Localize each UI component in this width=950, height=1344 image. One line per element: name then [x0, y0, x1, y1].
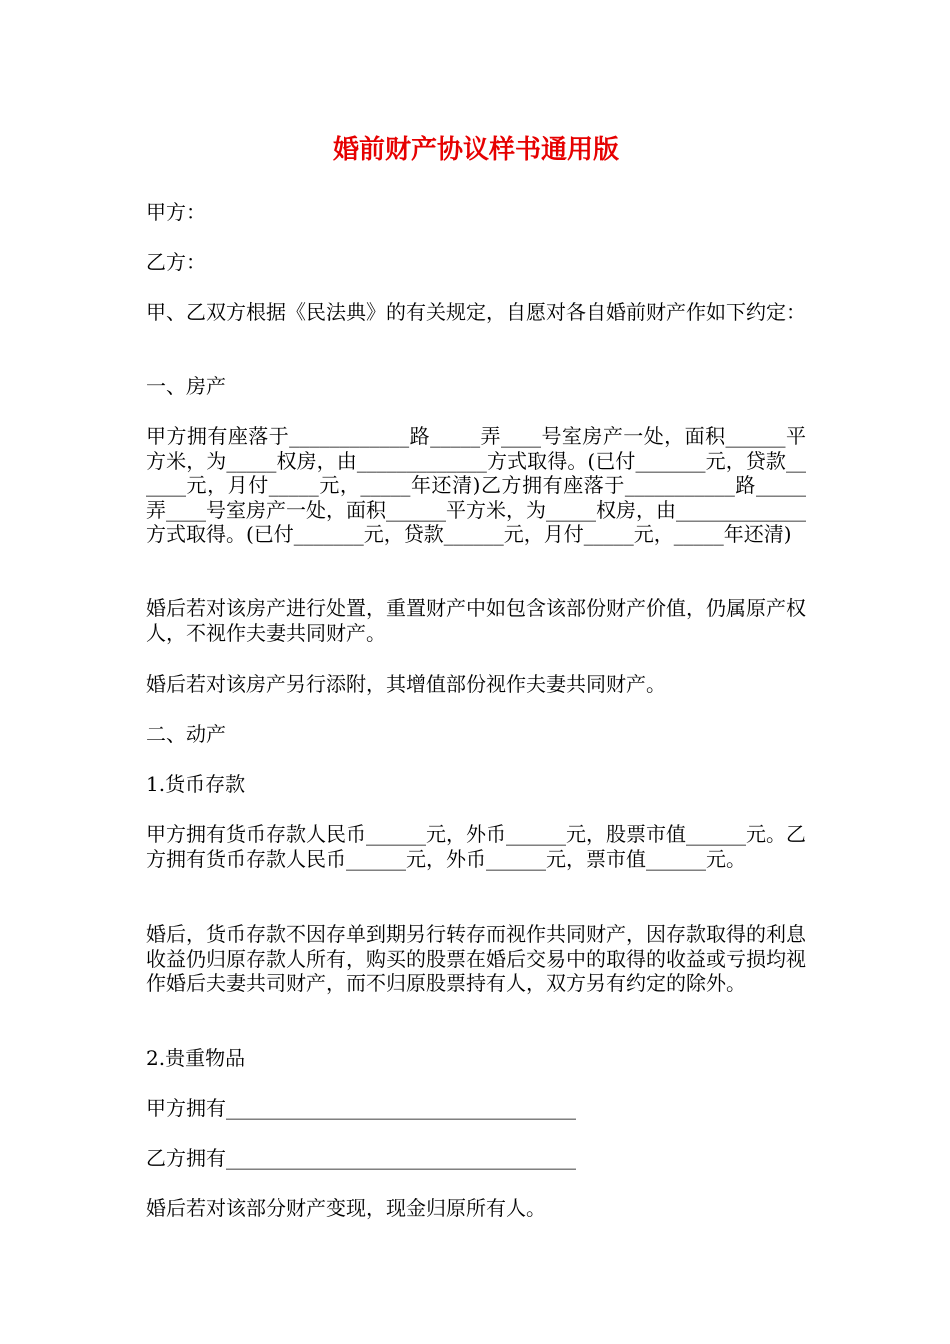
deposits-terms-clause: 婚后，货币存款不因存单到期另行转存而视作共同财产，因存款取得的利息收益仍归原存款人所有，购买的股票在婚后交易中的取得的收益或亏损均视作婚后夫妻共司财产，而不归原股票持有人，双方另有约定的除外。 — [146, 922, 806, 995]
valuables-cash-clause: 婚后若对该部分财产变现，现金归原所有人。 — [146, 1196, 546, 1220]
document-title: 婚前财产协议样书通用版 — [332, 135, 619, 165]
deposits-clause: 甲方拥有货币存款人民币______元，外币______元，股票市值______元。乙方拥有货币存款人民币______元，外币______元，票市值______元。 — [146, 822, 806, 871]
addition-clause: 婚后若对该房产另行添附，其增值部份视作夫妻共同财产。 — [146, 672, 666, 696]
party-a-line: 甲方： — [146, 200, 206, 224]
subsection-heading-deposits: 1.货币存款 — [146, 772, 246, 796]
party-a-valuables-line: 甲方拥有___________________________________ — [146, 1096, 576, 1120]
real-estate-clause: 甲方拥有座落于____________路_____弄____号室房产一处，面积______平方米，为_____权房，由_____________方式取得。(已付_______元，贷款______元，月付_____元，_____年还清)乙方拥有座落于___________路_____弄____号室房产一处，面积______平方米，为_____权房，由_____________方式取得。(已付_______元，贷款______元，月付_____元，_____年还清) — [146, 424, 806, 546]
party-b-valuables-line: 乙方拥有___________________________________ — [146, 1146, 576, 1170]
disposal-clause: 婚后若对该房产进行处置，重置财产中如包含该部份财产价值，仍属原产权人，不视作夫妻共同财产。 — [146, 596, 806, 645]
intro-paragraph: 甲、乙双方根据《民法典》的有关规定，自愿对各自婚前财产作如下约定： — [146, 300, 806, 324]
subsection-heading-valuables: 2.贵重物品 — [146, 1046, 246, 1070]
party-b-line: 乙方： — [146, 250, 206, 274]
section-heading-movables: 二、动产 — [146, 722, 226, 746]
section-heading-real-estate: 一、房产 — [146, 374, 226, 398]
